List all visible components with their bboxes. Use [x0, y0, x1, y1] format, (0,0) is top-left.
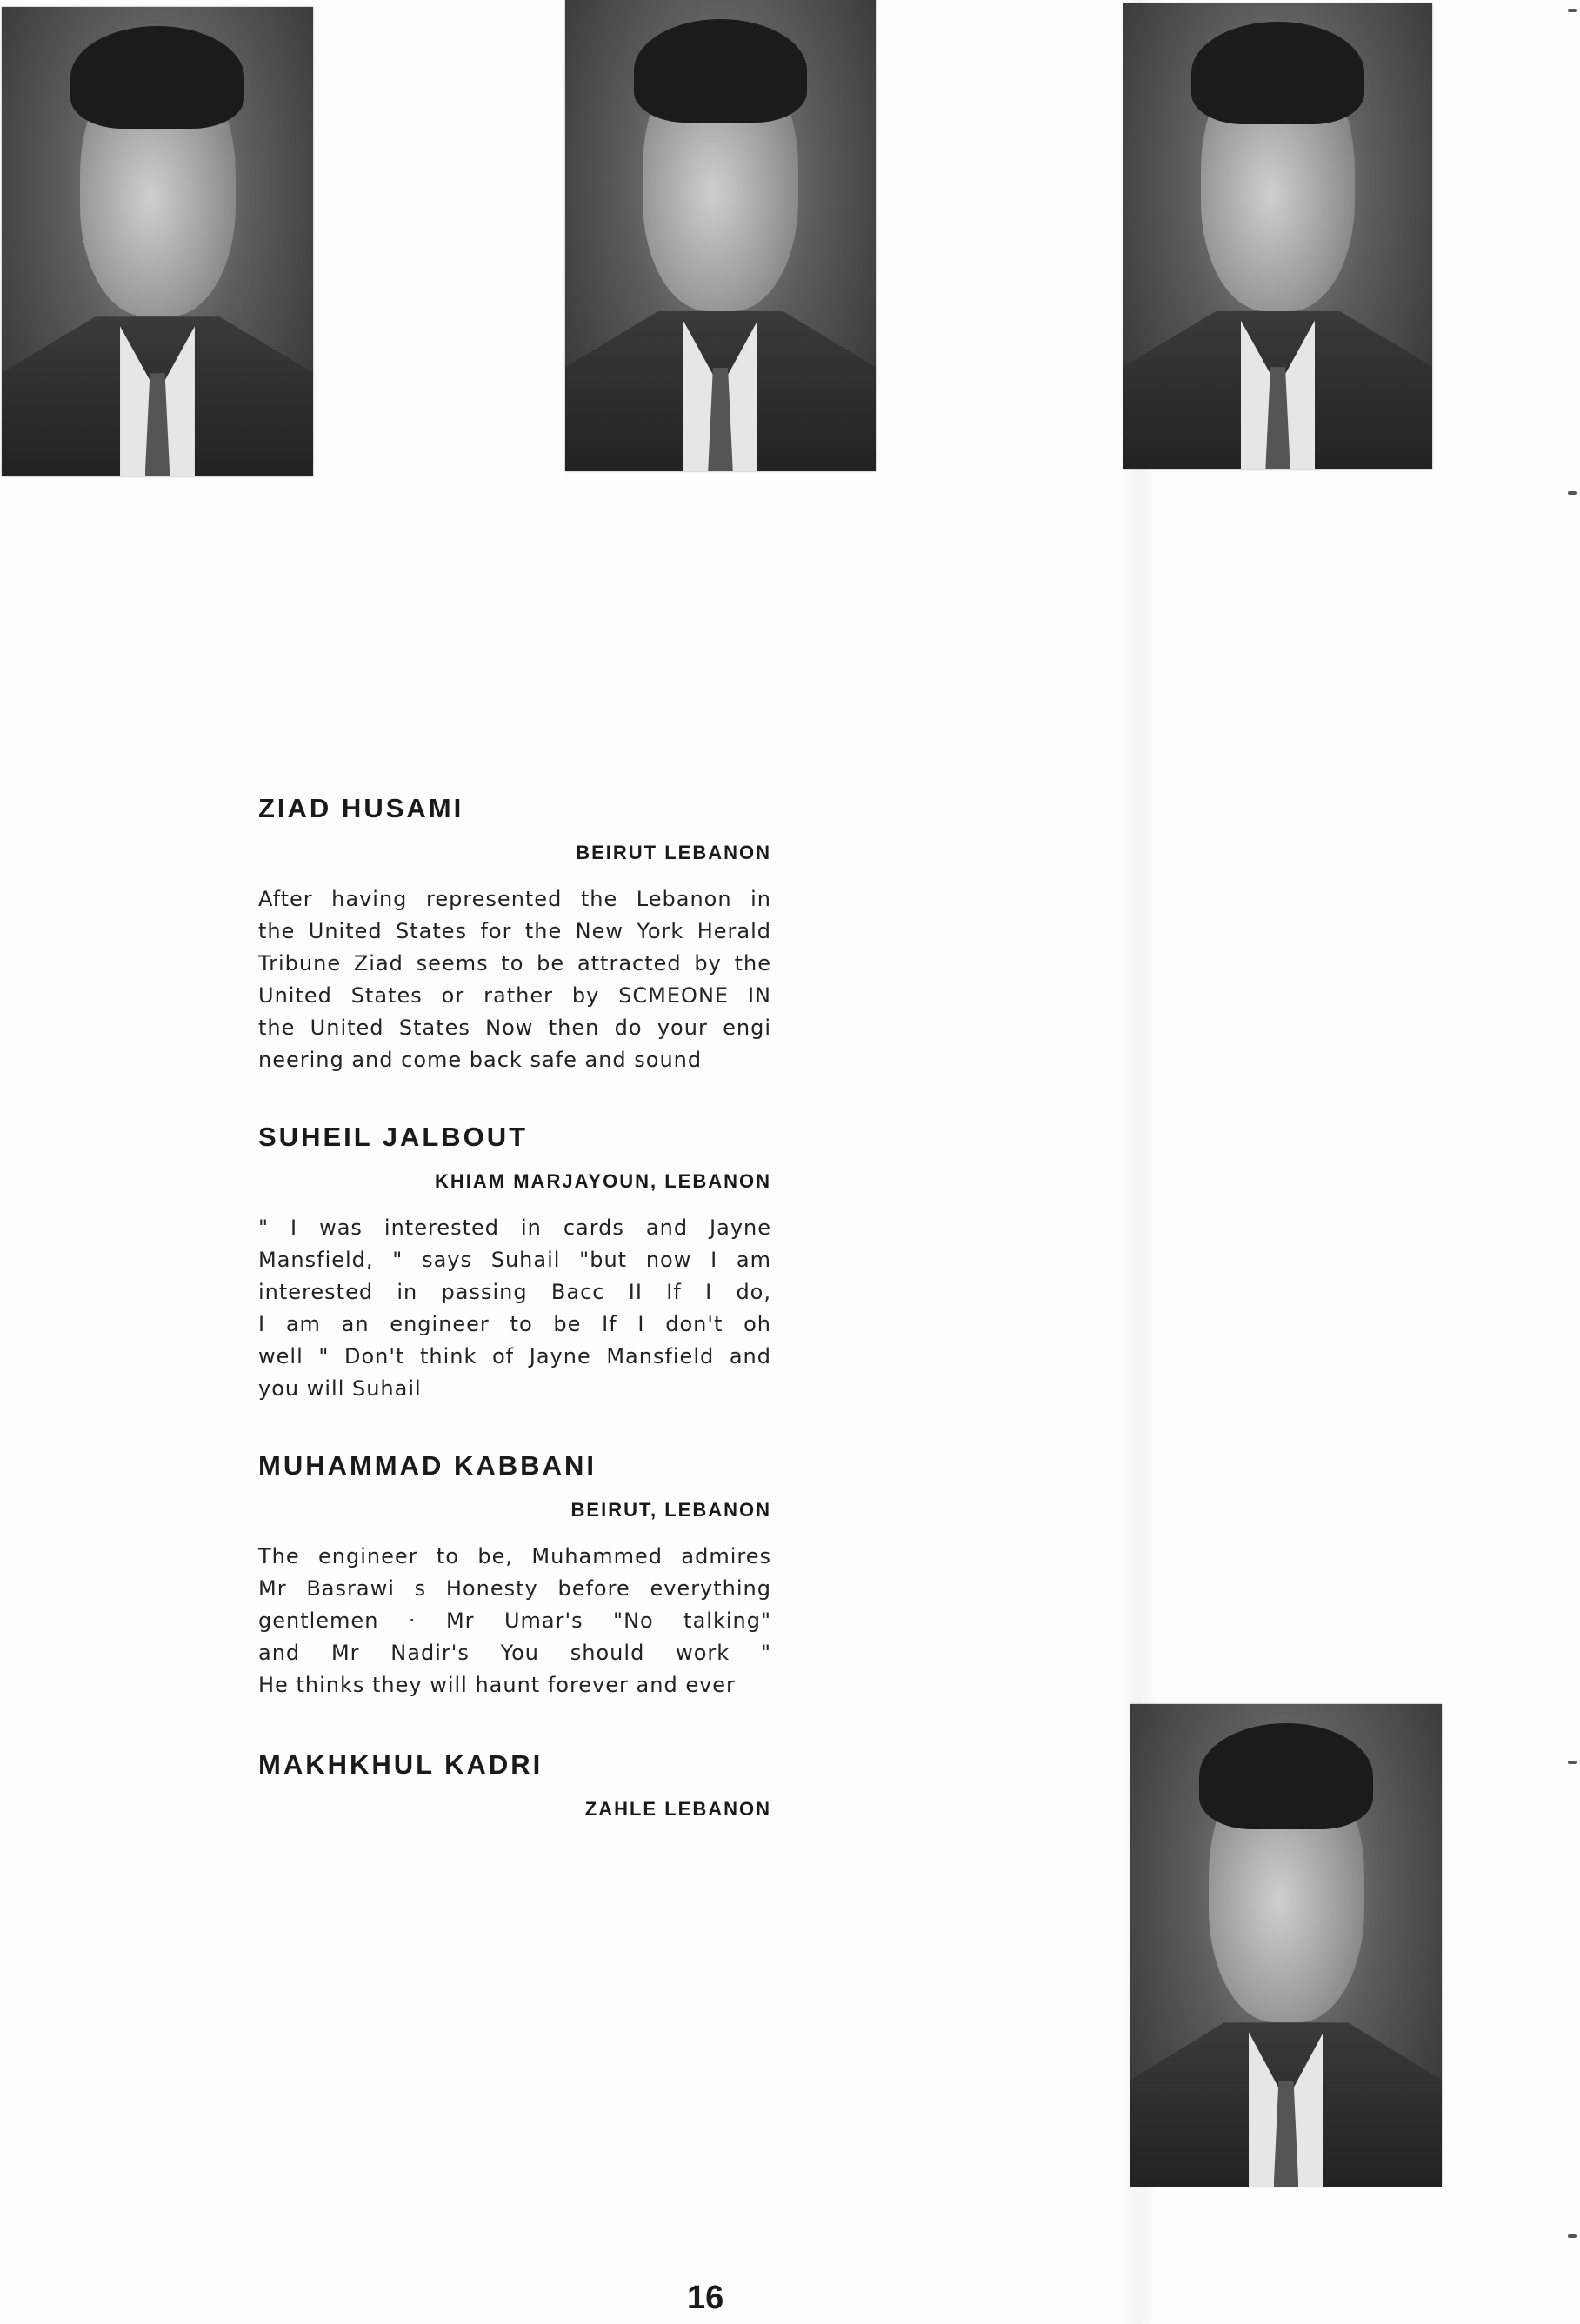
bio-line: He thinks they will haunt forever and ever — [258, 1673, 736, 1697]
bio-line: Mansfield, " says Suhail "but now I am — [258, 1248, 771, 1272]
portrait-photo-suheil-jalbout — [565, 0, 876, 471]
portrait-photo-makhkhul-kadri — [1130, 1704, 1442, 2187]
student-name: MAKHKHUL KADRI — [258, 1749, 543, 1780]
student-name: SUHEIL JALBOUT — [258, 1122, 529, 1152]
bio-line: The engineer to be, Muhammed admires — [258, 1544, 771, 1568]
page-edge-mark — [1568, 491, 1577, 495]
bio-line: gentlemen · Mr Umar's "No talking" — [258, 1608, 771, 1633]
student-entry — [258, 793, 771, 1076]
student-bio — [258, 1541, 771, 1701]
student-name: MUHAMMAD KABBANI — [258, 1450, 597, 1481]
student-location: KHIAM MARJAYOUN, LEBANON — [435, 1170, 771, 1192]
student-bio — [258, 883, 771, 1076]
bio-line: the United States for the New York Herald — [258, 919, 771, 943]
student-location: ZAHLE LEBANON — [584, 1798, 771, 1820]
bio-line: Tribune Ziad seems to be attracted by the — [258, 951, 771, 976]
page-edge-mark — [1568, 2234, 1577, 2238]
bio-line: the United States Now then do your engi — [258, 1016, 771, 1040]
student-name: ZIAD HUSAMI — [258, 793, 464, 823]
student-bio — [258, 1212, 771, 1405]
student-entry — [258, 1450, 771, 1701]
bio-line: and Mr Nadir's You should work " — [258, 1641, 771, 1665]
portrait-photo-muhammad-kabbani — [1123, 3, 1432, 469]
bio-line: After having represented the Lebanon in — [258, 887, 771, 911]
student-entry — [258, 1749, 771, 1821]
bio-line: " I was interested in cards and Jayne — [258, 1215, 771, 1240]
student-entry — [258, 1122, 771, 1405]
bio-line: neering and come back safe and sound — [258, 1048, 703, 1072]
page-edge-mark — [1568, 9, 1577, 12]
page-number: 16 — [687, 2280, 724, 2316]
student-location: BEIRUT LEBANON — [576, 842, 771, 863]
bio-line: Mr Basrawi s Honesty before everything — [258, 1576, 771, 1601]
bio-line: well " Don't think of Jayne Mansfield and — [258, 1344, 771, 1368]
bio-line: United States or rather by SCMEONE IN — [258, 983, 771, 1008]
student-location: BEIRUT, LEBANON — [570, 1499, 771, 1521]
portrait-photo-ziad-husami — [2, 7, 313, 476]
bio-line: I am an engineer to be If I don't oh — [258, 1312, 771, 1336]
page-edge-mark — [1568, 1761, 1577, 1764]
bio-line: you will Suhail — [258, 1376, 422, 1401]
bio-line: interested in passing Bacc II If I do, — [258, 1280, 771, 1304]
